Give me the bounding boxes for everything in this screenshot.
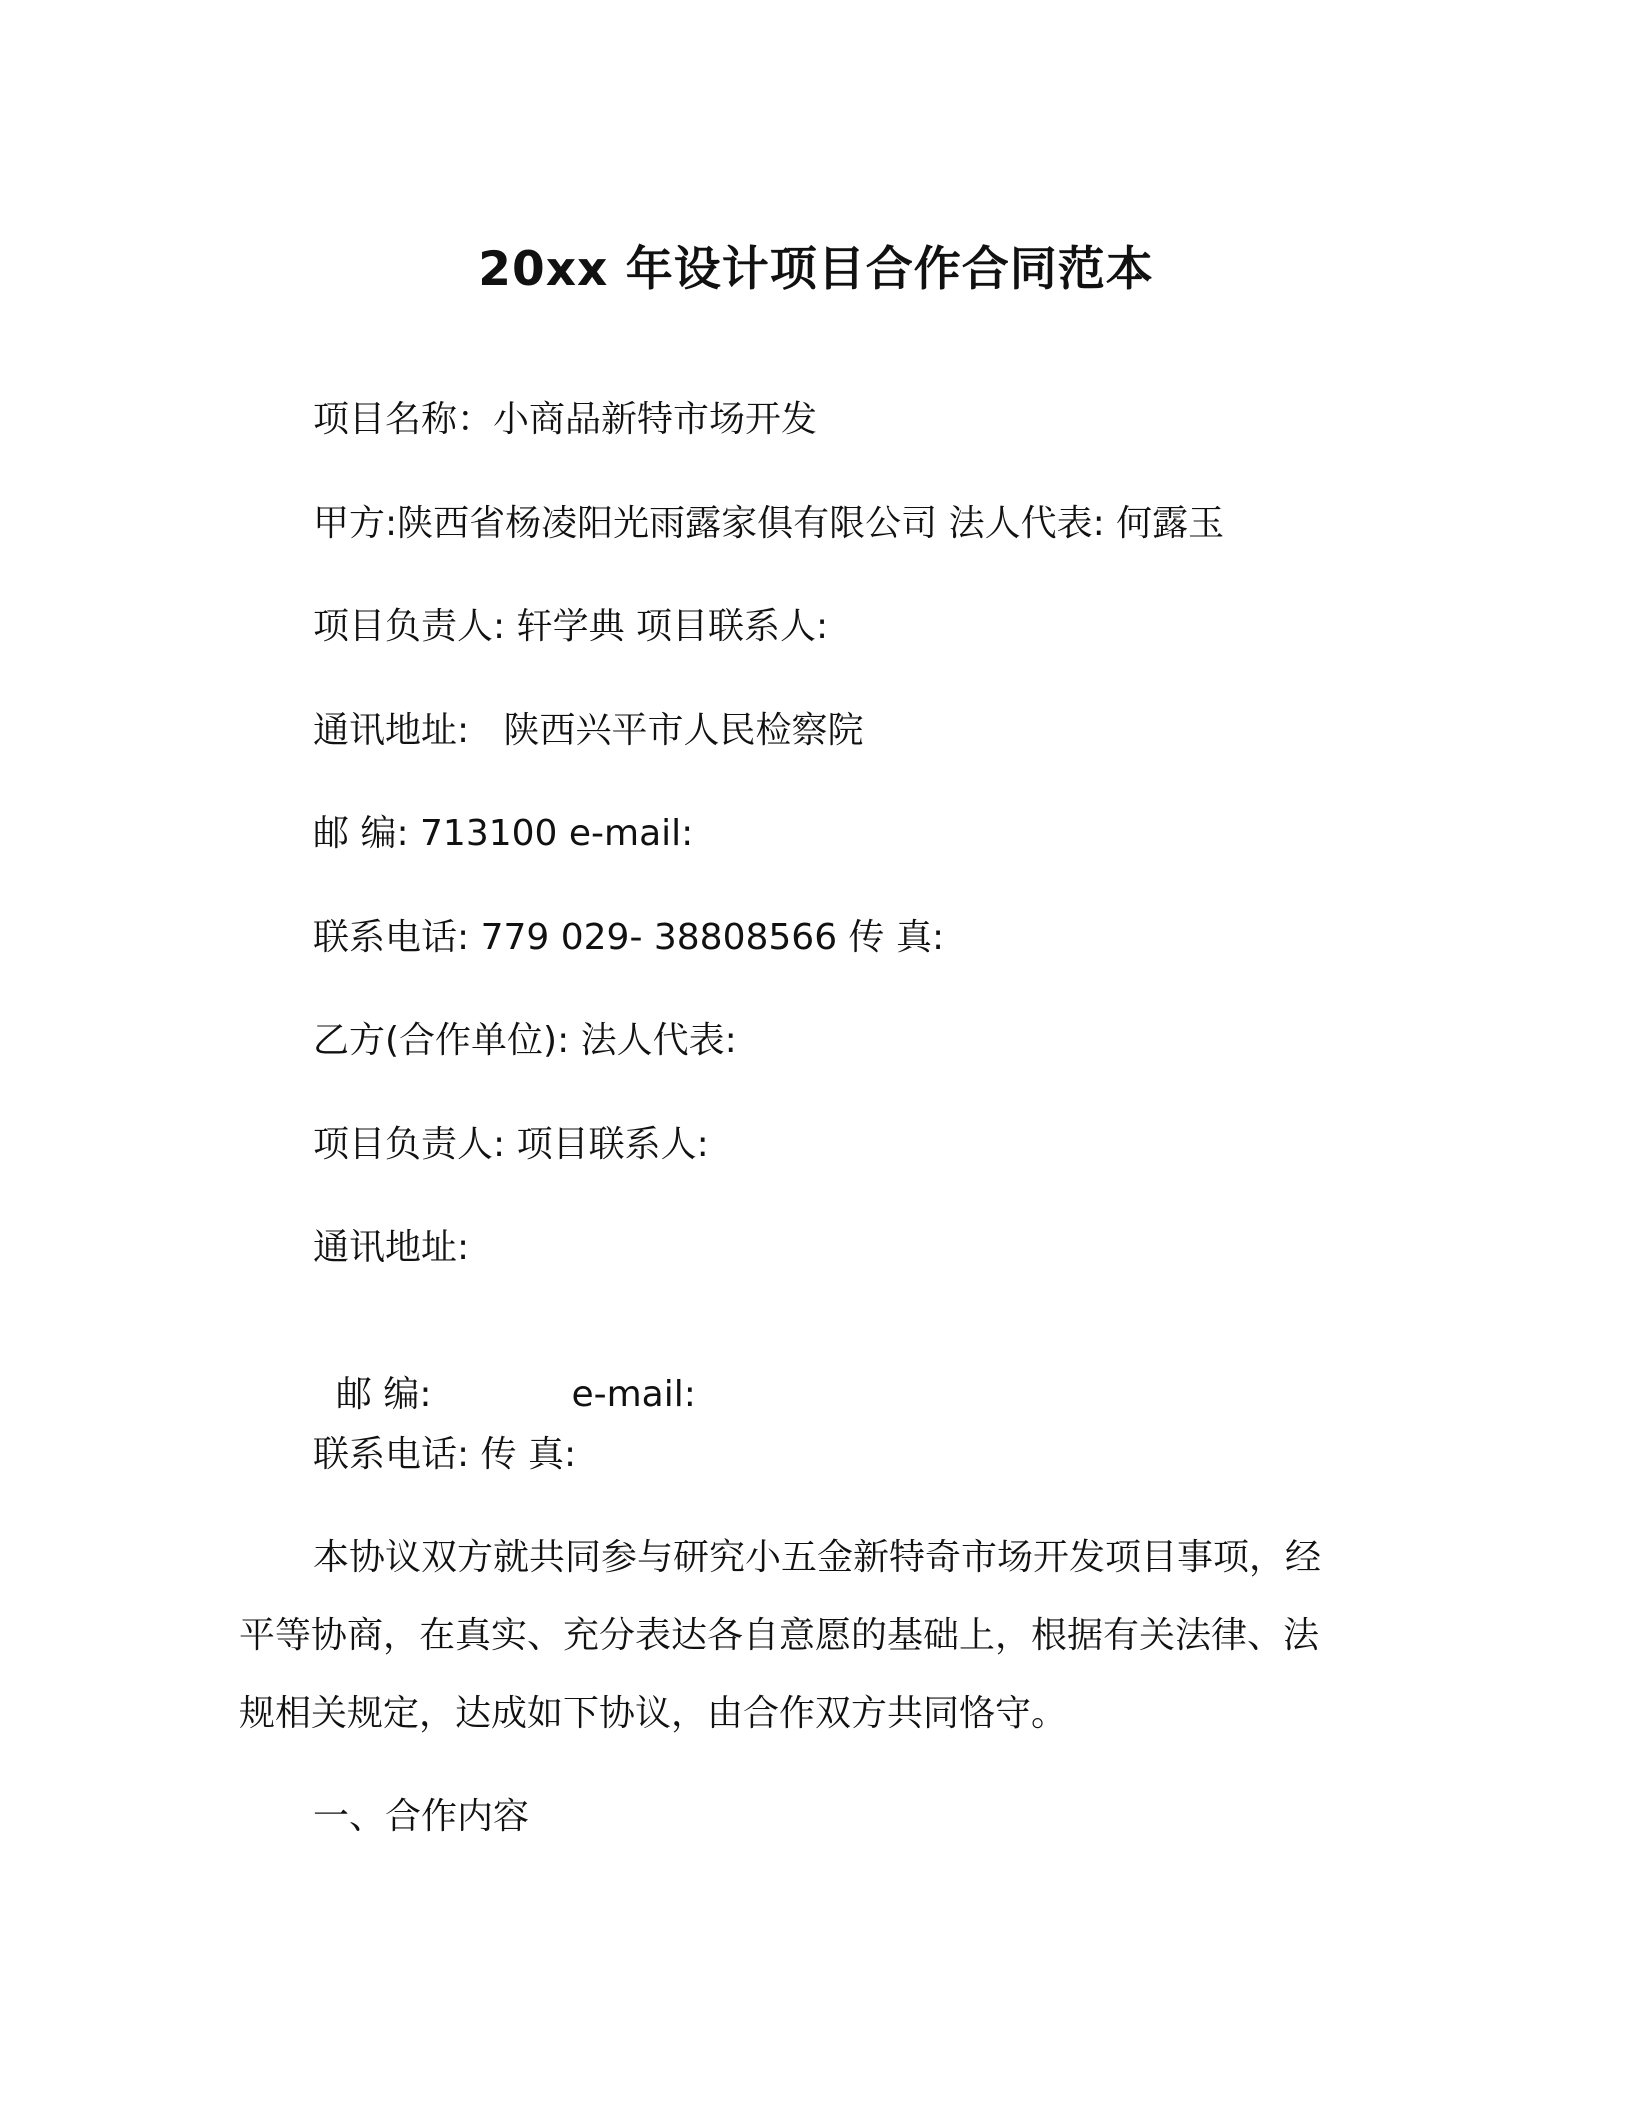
party-b-address-line: 通讯地址: (313, 1227, 470, 1268)
postcode-label: 邮 编: (335, 1374, 432, 1416)
agreement-paragraph: 本协议双方就共同参与研究小五金新特奇市场开发项目事项，经平等协商，在真实、充分表达各自意愿的基础上，根据有关法律、法规相关规定，达成如下协议，由合作双方共同恪守。 (239, 1537, 1322, 1734)
party-b-manager-line: 项目负责人: 项目联系人: (313, 1124, 709, 1165)
party-b-phone-line: 联系电话: 传 真: (313, 1434, 577, 1475)
party-a-line: 甲方:陕西省杨凌阳光雨露家俱有限公司 法人代表: 何露玉 (313, 503, 1225, 544)
project-name-line: 项目名称：小商品新特市场开发 (313, 399, 818, 440)
party-a-manager-line: 项目负责人: 轩学典 项目联系人: (313, 606, 829, 647)
party-a-postcode-line: 邮 编: 713100 e-mail: (313, 813, 694, 854)
page-title: 20xx 年设计项目合作合同范本 (478, 242, 1154, 297)
party-a-address-line: 通讯地址: 陕西兴平市人民检察院 (313, 710, 864, 751)
party-a-phone-line: 联系电话: 779 029- 38808566 传 真: (313, 917, 945, 958)
email-label: e-mail: (571, 1374, 696, 1416)
section-heading: 一、合作内容 (313, 1796, 530, 1837)
party-b-postcode-line (313, 1330, 696, 1416)
party-b-line: 乙方(合作单位): 法人代表: (313, 1020, 737, 1061)
